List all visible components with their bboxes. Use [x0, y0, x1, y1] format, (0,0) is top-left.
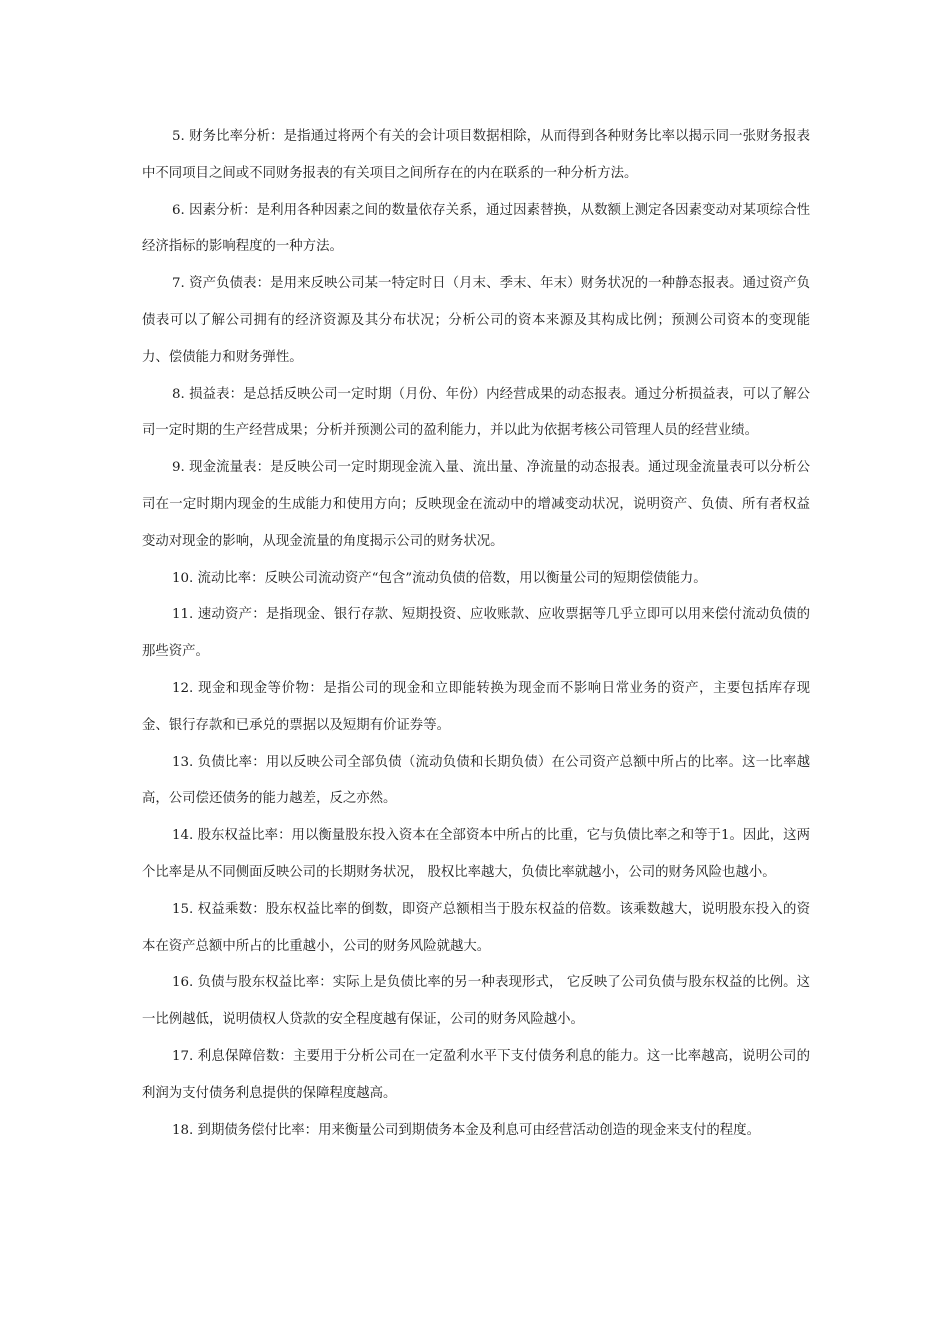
paragraph-8-income-statement: 8. 损益表：是总括反映公司一定时期（月份、年份）内经营成果的动态报表。通过分析损益表，可以了解公司一定时期的生产经营成果；分析并预测公司的盈利能力，并以此为依据考核公司管理人员的经营业绩。: [142, 386, 810, 439]
paragraph-12-cash-equivalents: 12. 现金和现金等价物：是指公司的现金和立即能转换为现金而不影响日常业务的资产，主要包括库存现金、银行存款和已承兑的票据以及短期有价证券等。: [142, 680, 810, 733]
paragraph-9-cash-flow-statement: 9. 现金流量表：是反映公司一定时期现金流入量、流出量、净流量的动态报表。通过现金流量表可以分析公司在一定时期内现金的生成能力和使用方向；反映现金在流动中的增减变动状况，说明资产、负债、所有者权益变动对现金的影响，从现金流量的角度揭示公司的财务状况。: [142, 460, 810, 549]
paragraph-13-debt-ratio: 13. 负债比率：用以反映公司全部负债（流动负债和长期负债）在公司资产总额中所占的比率。这一比率越高，公司偿还债务的能力越差，反之亦然。: [142, 754, 810, 807]
paragraph-10-current-ratio: 10. 流动比率：反映公司流动资产“包含”流动负债的倍数，用以衡量公司的短期偿债能力。: [172, 570, 707, 586]
paragraph-6-factor-analysis: 6. 因素分析：是利用各种因素之间的数量依存关系，通过因素替换，从数额上测定各因素变动对某项综合性经济指标的影响程度的一种方法。: [142, 202, 810, 255]
paragraph-7-balance-sheet: 7. 资产负债表：是用来反映公司某一特定时日（月末、季末、年末）财务状况的一种静态报表。通过资产负债表可以了解公司拥有的经济资源及其分布状况；分析公司的资本来源及其构成比例；预测公司资本的变现能力、偿债能力和财务弹性。: [142, 276, 810, 365]
paragraph-11-quick-assets: 11. 速动资产：是指现金、银行存款、短期投资、应收账款、应收票据等几乎立即可以用来偿付流动负债的那些资产。: [142, 607, 810, 660]
paragraph-14-equity-ratio: 14. 股东权益比率：用以衡量股东投入资本在全部资本中所占的比重，它与负债比率之和等于1。因此，这两个比率是从不同侧面反映公司的长期财务状况， 股权比率越大，负债比率就越小，公司的财务风险也越小。: [142, 828, 810, 880]
document-body: [142, 119, 810, 1149]
paragraph-5-financial-ratio-analysis: 5. 财务比率分析：是指通过将两个有关的会计项目数据相除，从而得到各种财务比率以揭示同一张财务报表中不同项目之间或不同财务报表的有关项目之间所存在的内在联系的一种分析方法。: [142, 129, 810, 181]
paragraph-17-interest-coverage: 17. 利息保障倍数：主要用于分析公司在一定盈利水平下支付债务利息的能力。这一比率越高，说明公司的利润为支付债务利息提供的保障程度越高。: [142, 1048, 810, 1101]
paragraph-15-equity-multiplier: 15. 权益乘数：股东权益比率的倒数，即资产总额相当于股东权益的倍数。该乘数越大，说明股东投入的资本在资产总额中所占的比重越小，公司的财务风险就越大。: [142, 901, 810, 954]
paragraph-18-maturity-debt-coverage: 18. 到期债务偿付比率：用来衡量公司到期债务本金及利息可由经营活动创造的现金来支付的程度。: [172, 1122, 760, 1138]
paragraph-16-debt-to-equity-ratio: 16. 负债与股东权益比率：实际上是负债比率的另一种表现形式， 它反映了公司负债与股东权益的比例。这一比例越低，说明债权人贷款的安全程度越有保证，公司的财务风险越小。: [142, 975, 810, 1028]
